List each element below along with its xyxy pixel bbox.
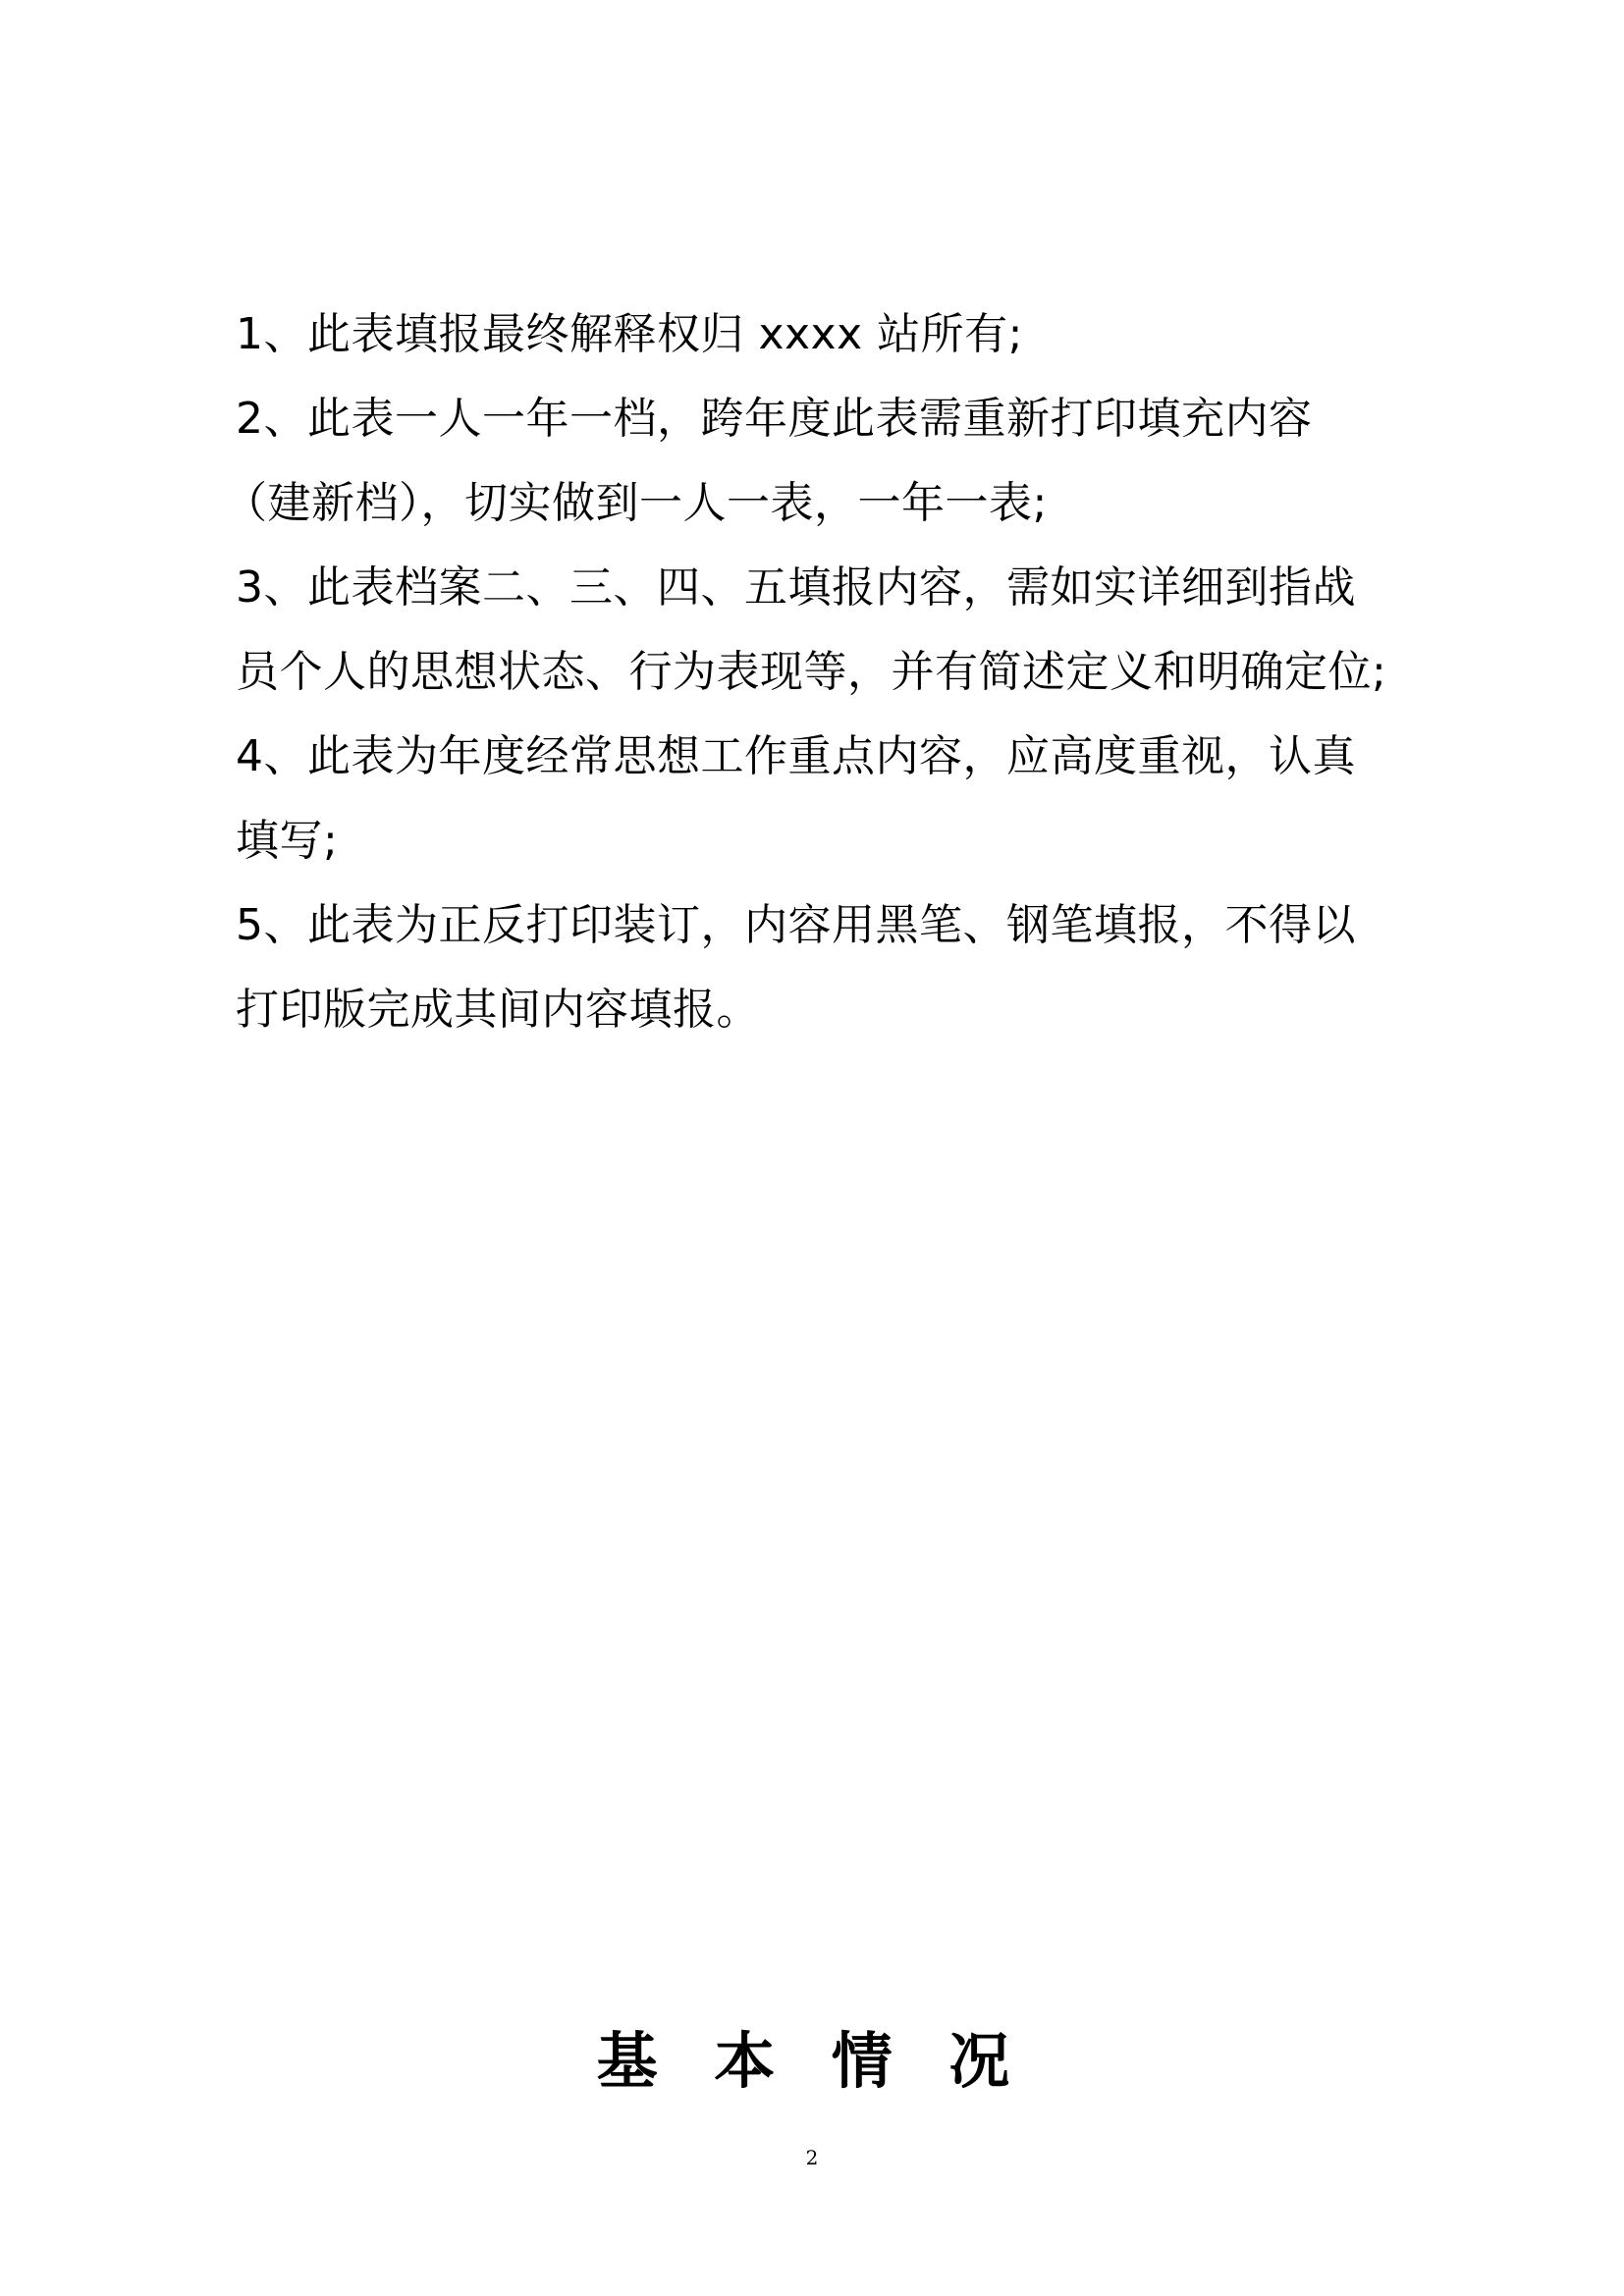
instruction-line-1: 1、此表填报最终解释权归 xxxx 站所有; [236, 309, 1023, 359]
instruction-line-9: 打印版完成其间内容填报。 [236, 985, 760, 1035]
instruction-line-5: 员个人的思想状态、行为表现等，并有简述定义和明确定位; [236, 647, 1387, 697]
instruction-line-7: 填写; [236, 816, 339, 866]
instruction-line-3: （建新档），切实做到一人一表，一年一表; [224, 478, 1048, 528]
instruction-line-2: 2、此表一人一年一档，跨年度此表需重新打印填充内容 [236, 394, 1313, 444]
instruction-line-6: 4、此表为年度经常思想工作重点内容，应高度重视，认真 [236, 731, 1356, 781]
instruction-line-4: 3、此表档案二、三、四、五填报内容，需如实详细到指战 [236, 562, 1356, 613]
page-number: 2 [805, 2146, 819, 2169]
section-title: 基 本 情 况 [596, 2025, 1028, 2097]
instruction-line-8: 5、此表为正反打印装订，内容用黑笔、钢笔填报，不得以 [236, 900, 1356, 950]
